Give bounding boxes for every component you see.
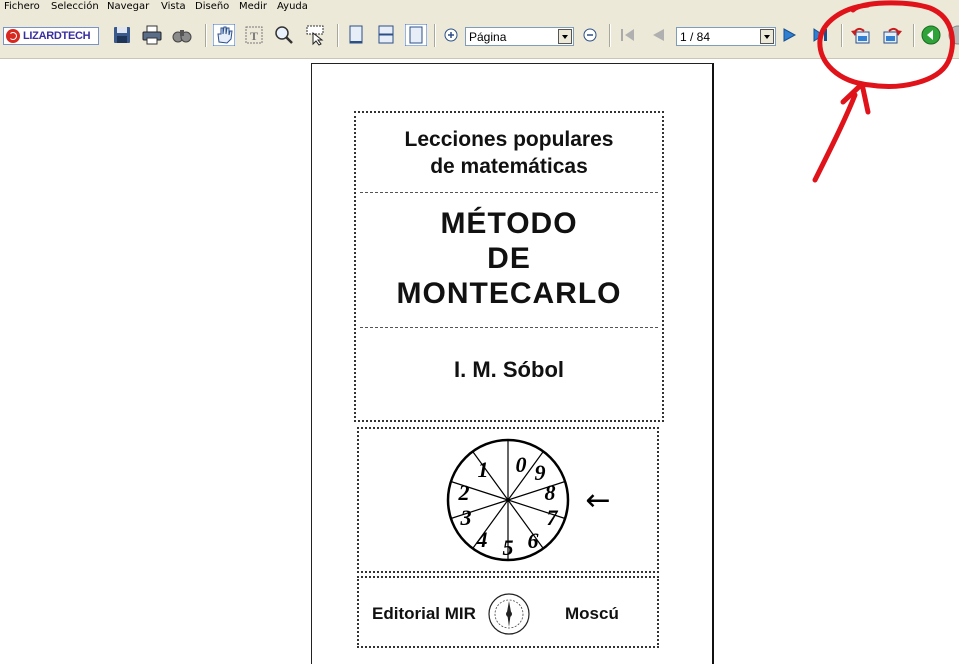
lizardtech-mark-icon (6, 29, 20, 43)
city: Moscú (565, 604, 619, 623)
series-line-1: Lecciones populares (404, 128, 614, 151)
wheel-number: 5 (502, 535, 514, 560)
wheel-number: 7 (546, 505, 558, 530)
single-page-icon[interactable] (345, 24, 367, 46)
menu-diseno[interactable]: Diseño (195, 1, 230, 12)
wheel-number: 1 (477, 457, 489, 482)
series-line-2: de matemáticas (430, 155, 588, 178)
toolbar-separator (609, 24, 611, 47)
rotate-right-icon[interactable] (881, 24, 903, 46)
logo-text: LIZARDTECH (23, 30, 91, 42)
wheel-number: 6 (527, 528, 539, 553)
author: I. M. Sóbol (454, 357, 564, 382)
wheel-arrow: ← (585, 483, 611, 518)
save-icon[interactable] (111, 24, 133, 46)
zoom-select[interactable] (465, 27, 574, 46)
wheel-number: 8 (544, 480, 556, 505)
toolbar-separator (841, 24, 843, 47)
back-icon[interactable] (920, 24, 942, 46)
wheel-number: 3 (460, 505, 472, 530)
menu-bar (0, 0, 959, 15)
menu-vista[interactable]: Vista (161, 1, 186, 12)
series-title (354, 126, 664, 180)
rect-select-icon[interactable] (305, 24, 327, 46)
toolbar (0, 15, 959, 59)
zoom-tool-icon[interactable] (273, 24, 295, 46)
previous-page-icon[interactable] (647, 24, 669, 46)
first-page-icon[interactable] (617, 24, 639, 46)
chevron-down-icon[interactable] (558, 29, 572, 44)
book-title (354, 206, 664, 311)
chevron-down-icon[interactable] (760, 29, 774, 44)
find-icon[interactable] (171, 24, 193, 46)
toolbar-separator (205, 24, 207, 47)
page-select[interactable] (676, 27, 776, 46)
toolbar-separator (337, 24, 339, 47)
text-select-icon[interactable] (243, 24, 265, 46)
forward-icon[interactable] (947, 24, 959, 46)
wheel-number: 9 (534, 460, 546, 485)
mir-seal-icon (487, 592, 531, 636)
menu-ayuda[interactable]: Ayuda (277, 1, 308, 12)
hand-tool-icon[interactable] (213, 24, 235, 46)
document-page (311, 63, 714, 664)
menu-medir[interactable]: Medir (239, 1, 268, 12)
page-select-value: 1 / 84 (680, 30, 711, 44)
title-line-3: MONTECARLO (396, 277, 622, 310)
continuous-page-icon[interactable] (375, 24, 397, 46)
divider (360, 192, 658, 193)
svg-text:T: T (249, 29, 259, 43)
title-line-2: DE (487, 242, 531, 275)
document-viewer[interactable] (0, 59, 959, 653)
print-icon[interactable] (141, 24, 163, 46)
title-line-1: MÉTODO (440, 207, 578, 240)
toolbar-separator (434, 24, 436, 47)
facing-pages-icon[interactable] (405, 24, 427, 46)
next-page-icon[interactable] (779, 24, 801, 46)
wheel-number: 2 (458, 480, 470, 505)
publisher: Editorial MIR (372, 604, 476, 623)
menu-fichero[interactable]: Fichero (4, 1, 40, 12)
menu-seleccion[interactable]: Selección (51, 1, 99, 12)
lizardtech-logo[interactable] (3, 27, 99, 45)
toolbar-separator (913, 24, 915, 47)
last-page-icon[interactable] (810, 24, 832, 46)
wheel-number: 4 (476, 527, 488, 552)
number-wheel (360, 430, 656, 570)
divider (360, 327, 658, 328)
menu-navegar[interactable]: Navegar (107, 1, 150, 12)
zoom-out-icon[interactable] (579, 24, 601, 46)
zoom-in-icon[interactable] (440, 24, 462, 46)
wheel-number: 0 (515, 452, 527, 477)
rotate-left-icon[interactable] (850, 24, 872, 46)
zoom-select-value: Página (469, 30, 507, 44)
